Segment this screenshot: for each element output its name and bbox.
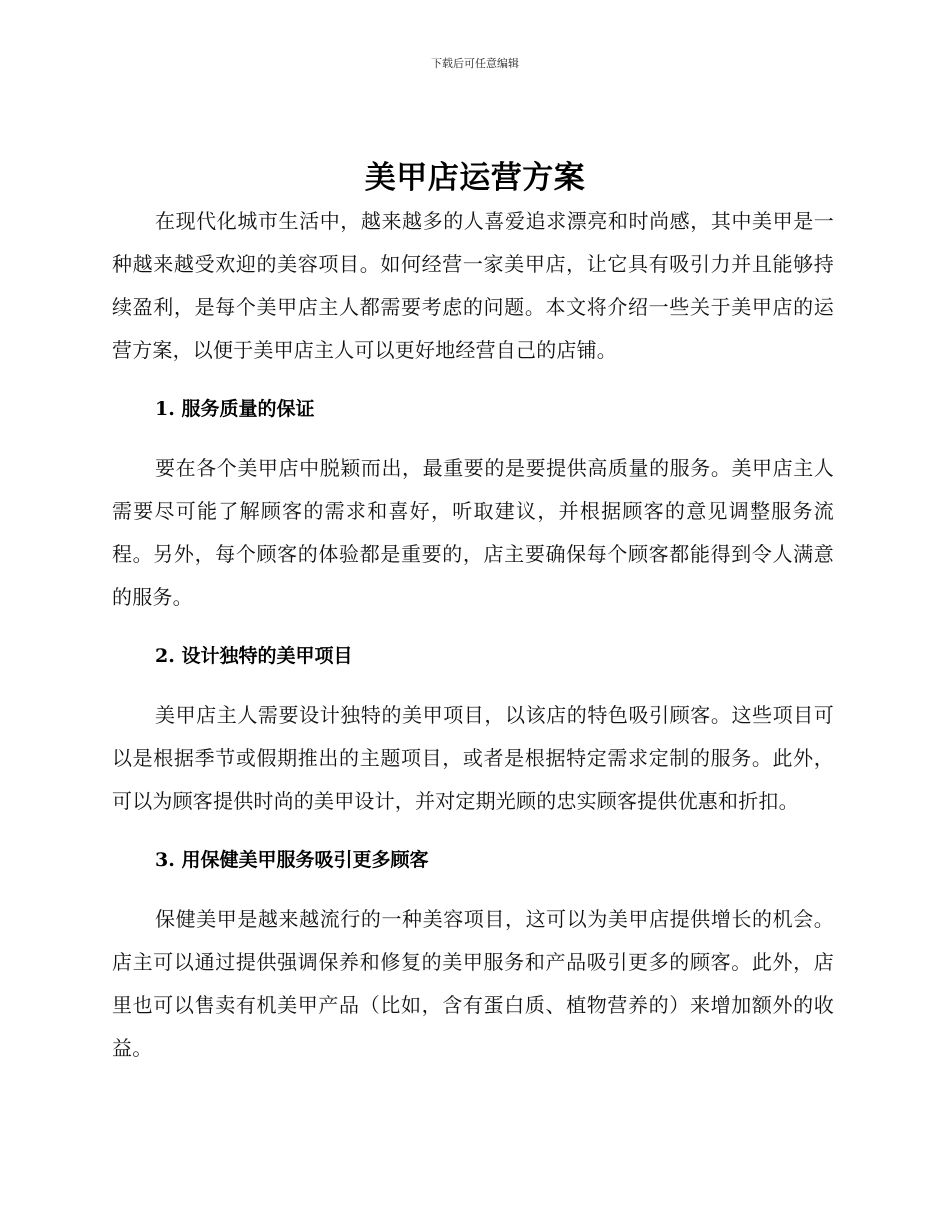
section-paragraph-unique-design: 美甲店主人需要设计独特的美甲项目，以该店的特色吸引顾客。这些项目可以是根据季节或假期推出的主题项目，或者是根据特定需求定制的服务。此外，可以为顾客提供时尚的美甲设计，并对定期光顾的忠实顾客提供优惠和折扣。 — [112, 703, 834, 813]
header-note: 下载后可任意编辑 — [431, 57, 519, 70]
document-body — [112, 200, 834, 1070]
intro-paragraph: 在现代化城市生活中，越来越多的人喜爱追求漂亮和时尚感，其中美甲是一种越来越受欢迎的美容项目。如何经营一家美甲店，让它具有吸引力并且能够持续盈利，是每个美甲店主人都需要考虑的问题。本文将介绍一些关于美甲店的运营方案，以便于美甲店主人可以更好地经营自己的店铺。 — [112, 209, 834, 362]
section-paragraph-health-care: 保健美甲是越来越流行的一种美容项目，这可以为美甲店提供增长的机会。店主可以通过提供强调保养和修复的美甲服务和产品吸引更多的顾客。此外，店里也可以售卖有机美甲产品（比如，含有蛋白质、植物营养的）来增加额外的收益。 — [112, 907, 834, 1060]
section-paragraph-service-quality: 要在各个美甲店中脱颖而出，最重要的是要提供高质量的服务。美甲店主人需要尽可能了解顾客的需求和喜好，听取建议，并根据顾客的意见调整服务流程。另外，每个顾客的体验都是重要的，店主要确保每个顾客都能得到令人满意的服务。 — [112, 456, 834, 609]
section-heading-unique-design: 2. 设计独特的美甲项目 — [155, 645, 353, 667]
document-title: 美甲店运营方案 — [364, 160, 586, 196]
section-heading-service-quality: 1. 服务质量的保证 — [155, 398, 315, 420]
section-heading-health-care: 3. 用保健美甲服务吸引更多顾客 — [155, 849, 429, 871]
